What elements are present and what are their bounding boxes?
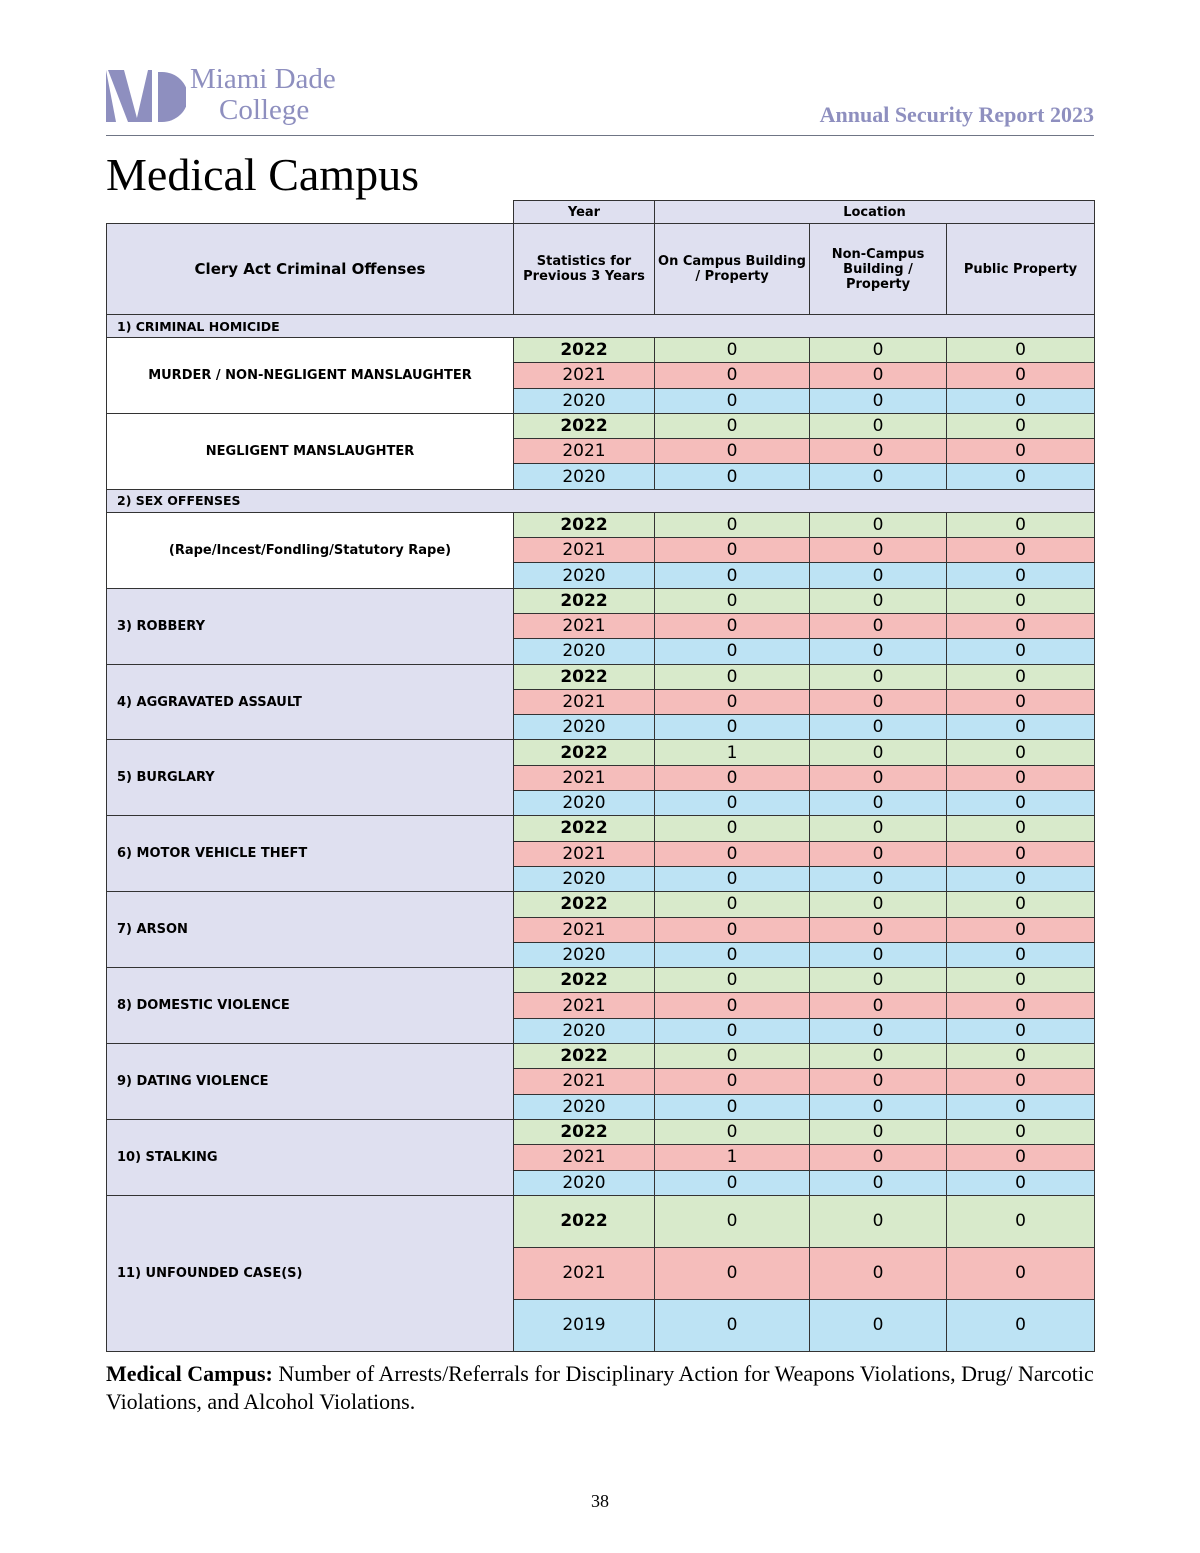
count-cell: 0 (655, 917, 810, 942)
offense-label: NEGLIGENT MANSLAUGHTER (107, 413, 514, 489)
year-cell: 2022 (514, 512, 655, 537)
offense-label: 10) STALKING (107, 1119, 514, 1195)
count-cell: 0 (655, 993, 810, 1018)
count-cell: 0 (810, 439, 947, 464)
year-cell: 2022 (514, 816, 655, 841)
count-cell: 0 (655, 439, 810, 464)
count-cell: 0 (810, 740, 947, 765)
count-cell: 1 (655, 1145, 810, 1170)
count-cell: 0 (947, 841, 1095, 866)
count-cell: 0 (655, 1119, 810, 1144)
clery-statistics-table (106, 200, 1095, 1352)
count-cell: 0 (947, 338, 1095, 363)
year-cell: 2022 (514, 338, 655, 363)
count-cell: 0 (947, 791, 1095, 816)
year-cell: 2019 (514, 1299, 655, 1351)
count-cell: 0 (947, 563, 1095, 588)
table-row (107, 413, 1095, 438)
count-cell: 0 (810, 1094, 947, 1119)
count-cell: 0 (810, 1145, 947, 1170)
count-cell: 0 (810, 639, 947, 664)
count-cell: 0 (810, 338, 947, 363)
count-cell: 0 (655, 1247, 810, 1299)
year-cell: 2021 (514, 1069, 655, 1094)
count-cell: 0 (810, 588, 947, 613)
table-row (107, 664, 1095, 689)
count-cell: 0 (655, 664, 810, 689)
count-cell: 0 (655, 968, 810, 993)
caption (106, 1360, 1096, 1416)
count-cell: 0 (655, 1094, 810, 1119)
count-cell: 0 (810, 968, 947, 993)
caption-text: Number of Arrests/Referrals for Disciplinary Action for Weapons Violations, Drug/ Narcotic Violations, and Alcohol Violations. (106, 1361, 1094, 1414)
count-cell: 0 (655, 1069, 810, 1094)
count-cell: 0 (655, 892, 810, 917)
year-cell: 2022 (514, 1119, 655, 1144)
table-row (107, 338, 1095, 363)
year-cell: 2020 (514, 1170, 655, 1195)
count-cell: 0 (655, 512, 810, 537)
count-cell: 0 (655, 942, 810, 967)
count-cell: 0 (655, 363, 810, 388)
count-cell: 0 (810, 512, 947, 537)
count-cell: 0 (947, 1018, 1095, 1043)
year-cell: 2020 (514, 388, 655, 413)
table-row (107, 892, 1095, 917)
count-cell: 0 (947, 1044, 1095, 1069)
count-cell: 0 (947, 1170, 1095, 1195)
count-cell: 0 (655, 866, 810, 891)
table-row (107, 968, 1095, 993)
table-row (107, 512, 1095, 537)
count-cell: 0 (947, 892, 1095, 917)
count-cell: 0 (655, 613, 810, 638)
year-cell: 2021 (514, 363, 655, 388)
count-cell: 0 (810, 942, 947, 967)
year-cell: 2020 (514, 866, 655, 891)
year-cell: 2021 (514, 765, 655, 790)
section-header: 2) SEX OFFENSES (107, 489, 1095, 512)
count-cell: 0 (810, 563, 947, 588)
count-cell: 0 (810, 993, 947, 1018)
count-cell: 0 (810, 841, 947, 866)
count-cell: 0 (947, 1094, 1095, 1119)
count-cell: 0 (810, 413, 947, 438)
count-cell: 1 (655, 740, 810, 765)
count-cell: 0 (655, 588, 810, 613)
column-header-offenses: Clery Act Criminal Offenses (107, 224, 514, 315)
count-cell: 0 (810, 1069, 947, 1094)
count-cell: 0 (947, 765, 1095, 790)
offense-label: 4) AGGRAVATED ASSAULT (107, 664, 514, 740)
count-cell: 0 (655, 1044, 810, 1069)
year-cell: 2021 (514, 689, 655, 714)
count-cell: 0 (655, 338, 810, 363)
page-title: Medical Campus (106, 149, 419, 200)
count-cell: 0 (947, 388, 1095, 413)
year-cell: 2022 (514, 1044, 655, 1069)
count-cell: 0 (655, 765, 810, 790)
year-cell: 2022 (514, 740, 655, 765)
column-header-years: Statistics for Previous 3 Years (514, 224, 655, 315)
count-cell: 0 (947, 1069, 1095, 1094)
count-cell: 0 (947, 1195, 1095, 1247)
offense-label: 6) MOTOR VEHICLE THEFT (107, 816, 514, 892)
count-cell: 0 (810, 664, 947, 689)
offense-label: (Rape/Incest/Fondling/Statutory Rape) (107, 512, 514, 588)
table-row (107, 1044, 1095, 1069)
count-cell: 0 (810, 388, 947, 413)
year-cell: 2022 (514, 413, 655, 438)
logo-line-2: College (219, 94, 310, 126)
count-cell: 0 (810, 689, 947, 714)
year-cell: 2021 (514, 613, 655, 638)
count-cell: 0 (810, 892, 947, 917)
count-cell: 0 (947, 917, 1095, 942)
offense-label: 8) DOMESTIC VIOLENCE (107, 968, 514, 1044)
offense-label: 5) BURGLARY (107, 740, 514, 816)
count-cell: 0 (655, 715, 810, 740)
caption-bold: Medical Campus: (106, 1361, 273, 1386)
count-cell: 0 (947, 588, 1095, 613)
year-cell: 2020 (514, 942, 655, 967)
count-cell: 0 (947, 512, 1095, 537)
year-cell: 2022 (514, 664, 655, 689)
count-cell: 0 (947, 363, 1095, 388)
count-cell: 0 (947, 866, 1095, 891)
count-cell: 0 (947, 613, 1095, 638)
count-cell: 0 (810, 866, 947, 891)
count-cell: 0 (810, 917, 947, 942)
count-cell: 0 (947, 942, 1095, 967)
offense-label: 3) ROBBERY (107, 588, 514, 664)
year-cell: 2021 (514, 993, 655, 1018)
count-cell: 0 (810, 1299, 947, 1351)
count-cell: 0 (810, 1018, 947, 1043)
count-cell: 0 (655, 388, 810, 413)
count-cell: 0 (810, 816, 947, 841)
count-cell: 0 (810, 1195, 947, 1247)
year-cell: 2020 (514, 464, 655, 489)
count-cell: 0 (655, 689, 810, 714)
table-row (107, 588, 1095, 613)
table-row (107, 816, 1095, 841)
report-title: Annual Security Report 2023 (819, 102, 1094, 127)
count-cell: 0 (947, 993, 1095, 1018)
count-cell: 0 (810, 613, 947, 638)
year-cell: 2021 (514, 1145, 655, 1170)
count-cell: 0 (947, 816, 1095, 841)
logo-text (190, 64, 336, 126)
count-cell: 0 (947, 689, 1095, 714)
count-cell: 0 (655, 538, 810, 563)
offense-label: MURDER / NON-NEGLIGENT MANSLAUGHTER (107, 338, 514, 414)
count-cell: 0 (947, 740, 1095, 765)
count-cell: 0 (655, 791, 810, 816)
count-cell: 0 (655, 1299, 810, 1351)
count-cell: 0 (810, 464, 947, 489)
count-cell: 0 (947, 664, 1095, 689)
count-cell: 0 (655, 816, 810, 841)
year-cell: 2020 (514, 715, 655, 740)
year-cell: 2022 (514, 588, 655, 613)
page-number: 38 (591, 1491, 609, 1511)
year-cell: 2020 (514, 1094, 655, 1119)
location-header: Location (655, 201, 1095, 224)
count-cell: 0 (655, 413, 810, 438)
year-cell: 2022 (514, 968, 655, 993)
count-cell: 0 (810, 363, 947, 388)
count-cell: 0 (947, 715, 1095, 740)
logo-line-1: Miami Dade (190, 63, 336, 95)
count-cell: 0 (655, 841, 810, 866)
header-divider (106, 135, 1094, 136)
year-cell: 2021 (514, 538, 655, 563)
year-cell: 2020 (514, 639, 655, 664)
empty-corner (107, 201, 514, 224)
year-header: Year (514, 201, 655, 224)
offense-label: 11) UNFOUNDED CASE(S) (107, 1195, 514, 1351)
count-cell: 0 (810, 715, 947, 740)
column-header-on-campus: On Campus Building / Property (655, 224, 810, 315)
year-cell: 2022 (514, 892, 655, 917)
count-cell: 0 (947, 1119, 1095, 1144)
year-cell: 2020 (514, 791, 655, 816)
count-cell: 0 (810, 1119, 947, 1144)
table-row (107, 1195, 1095, 1247)
count-cell: 0 (655, 563, 810, 588)
table-row (107, 1119, 1095, 1144)
count-cell: 0 (810, 791, 947, 816)
count-cell: 0 (947, 968, 1095, 993)
count-cell: 0 (947, 439, 1095, 464)
count-cell: 0 (947, 1145, 1095, 1170)
year-cell: 2022 (514, 1195, 655, 1247)
count-cell: 0 (947, 1299, 1095, 1351)
table-row (107, 740, 1095, 765)
count-cell: 0 (947, 464, 1095, 489)
count-cell: 0 (810, 1044, 947, 1069)
count-cell: 0 (655, 639, 810, 664)
mdc-logo-icon (106, 70, 186, 124)
count-cell: 0 (947, 639, 1095, 664)
count-cell: 0 (810, 538, 947, 563)
count-cell: 0 (655, 1170, 810, 1195)
year-cell: 2020 (514, 1018, 655, 1043)
section-header: 1) CRIMINAL HOMICIDE (107, 315, 1095, 338)
year-cell: 2021 (514, 917, 655, 942)
year-cell: 2021 (514, 439, 655, 464)
count-cell: 0 (655, 1018, 810, 1043)
count-cell: 0 (810, 1170, 947, 1195)
count-cell: 0 (947, 538, 1095, 563)
column-header-non-campus: Non-Campus Building / Property (810, 224, 947, 315)
offense-label: 7) ARSON (107, 892, 514, 968)
year-cell: 2020 (514, 563, 655, 588)
column-header-public-property: Public Property (947, 224, 1095, 315)
count-cell: 0 (947, 413, 1095, 438)
count-cell: 0 (655, 1195, 810, 1247)
year-cell: 2021 (514, 841, 655, 866)
count-cell: 0 (810, 1247, 947, 1299)
year-cell: 2021 (514, 1247, 655, 1299)
count-cell: 0 (947, 1247, 1095, 1299)
offense-label: 9) DATING VIOLENCE (107, 1044, 514, 1120)
count-cell: 0 (810, 765, 947, 790)
count-cell: 0 (655, 464, 810, 489)
